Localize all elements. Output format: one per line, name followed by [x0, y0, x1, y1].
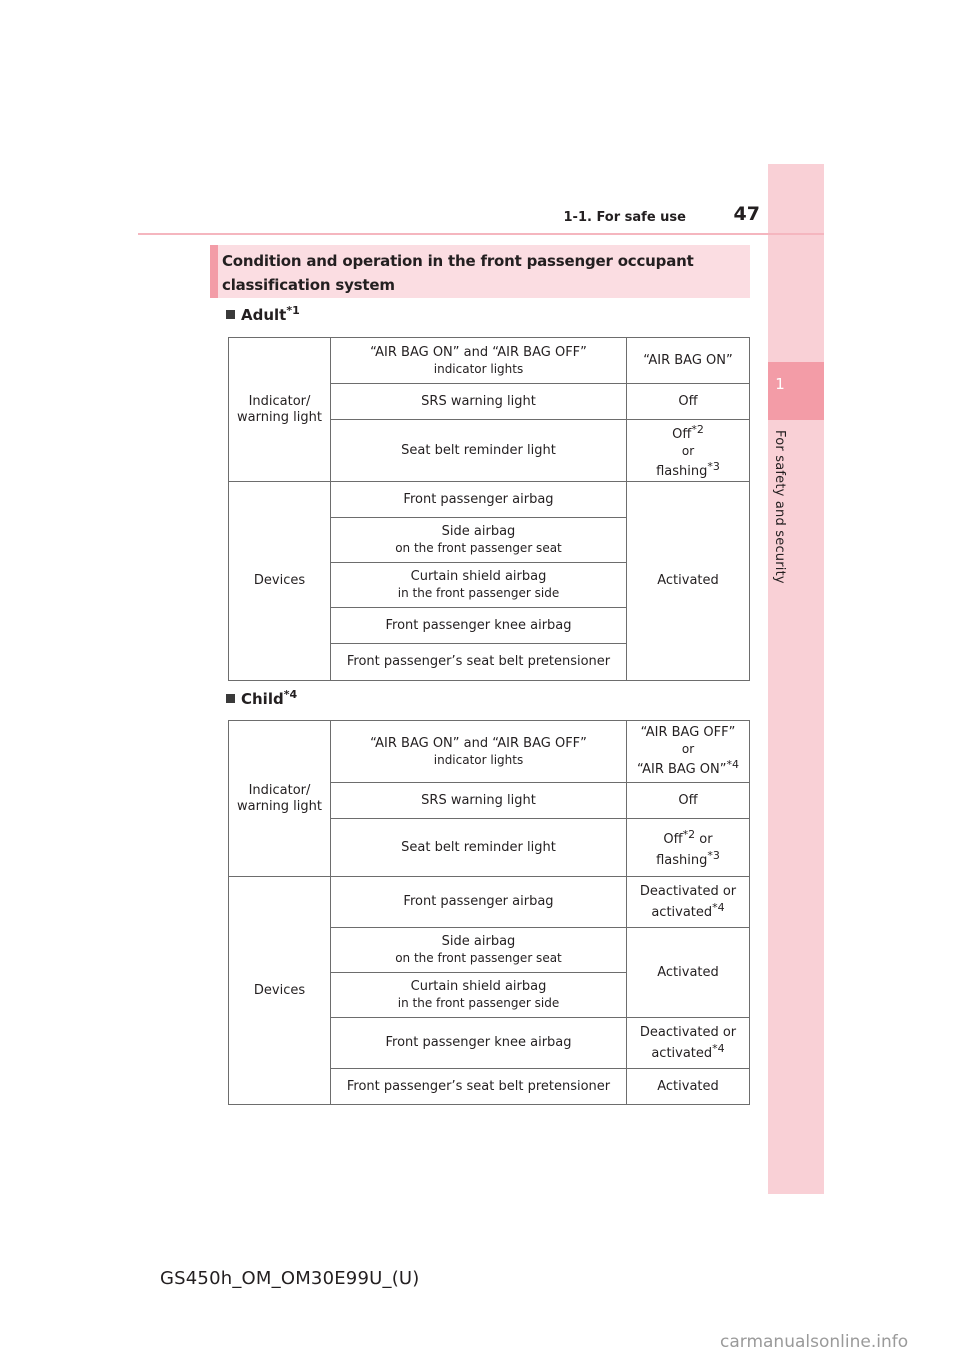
seatbelt-or: or — [681, 443, 695, 458]
knee-airbag-value-line1: Deactivated or — [639, 1024, 737, 1040]
srs-value: Off — [627, 384, 750, 420]
device-side-airbag-line1: Side airbag — [441, 524, 516, 539]
airbag-lights-line2: indicator lights — [433, 752, 524, 767]
knee-airbag-value-note: *4 — [712, 1041, 725, 1055]
table-row — [229, 482, 750, 518]
devices-value: Activated — [627, 482, 750, 681]
adult-heading — [226, 304, 300, 324]
srs-value: Off — [627, 783, 750, 819]
airbag-lights-value-cell — [627, 721, 750, 783]
child-heading-text: Child — [241, 690, 284, 708]
child-heading — [226, 688, 297, 708]
device-curtain-airbag — [331, 563, 627, 608]
airbag-lights-line2: indicator lights — [433, 361, 524, 376]
seatbelt-off-line — [630, 827, 746, 848]
adult-table — [228, 337, 750, 681]
square-bullet-icon — [226, 310, 235, 319]
adult-heading-note: *1 — [286, 304, 300, 317]
airbag-value-line1: “AIR BAG OFF” — [640, 725, 736, 740]
seatbelt-off-note: *2 — [682, 827, 696, 841]
seatbelt-flashing-line — [630, 459, 746, 480]
device-side-airbag — [331, 928, 627, 973]
table-row — [229, 721, 750, 783]
seatbelt-flashing-note: *3 — [707, 459, 720, 473]
airbag-lights-cell — [331, 338, 627, 384]
child-table — [228, 720, 750, 1105]
airbag-value-on: “AIR BAG ON” — [637, 762, 727, 777]
knee-airbag-value-activated: activated — [651, 1045, 713, 1061]
table-row — [229, 338, 750, 384]
seatbelt-off: Off — [672, 426, 692, 442]
seatbelt-flashing-line — [630, 848, 746, 869]
airbag-lights-cell — [331, 721, 627, 783]
chapter-label: For safety and security — [772, 430, 787, 584]
device-curtain-airbag — [331, 973, 627, 1018]
seatbelt-flashing: flashing — [656, 463, 708, 479]
chapter-number: 1 — [775, 375, 785, 393]
seatbelt-off-note: *2 — [691, 422, 704, 436]
airbag-lights-line1: “AIR BAG ON” and “AIR BAG OFF” — [370, 344, 587, 360]
device-pretensioner-value: Activated — [627, 1069, 750, 1105]
device-front-airbag: Front passenger airbag — [331, 877, 627, 928]
section-title: 1-1. For safe use — [563, 210, 686, 225]
seatbelt-flashing: flashing — [656, 852, 708, 868]
device-knee-airbag: Front passenger knee airbag — [331, 608, 627, 644]
device-front-airbag-value — [627, 877, 750, 928]
seatbelt-off: Off — [663, 831, 683, 847]
square-bullet-icon — [226, 694, 235, 703]
seatbelt-value-cell — [627, 420, 750, 482]
seatbelt-off-line — [630, 422, 746, 443]
document-code: GS450h_OM_OM30E99U_(U) — [160, 1268, 420, 1289]
airbag-value-or: or — [681, 742, 695, 756]
adult-heading-text: Adult — [241, 306, 287, 324]
device-side-airbag-line2: on the front passenger seat — [395, 541, 562, 555]
side-curtain-value: Activated — [627, 928, 750, 1018]
device-curtain-airbag-line1: Curtain shield airbag — [410, 569, 547, 584]
airbag-lights-value: “AIR BAG ON” — [627, 338, 750, 384]
seatbelt-value-cell — [627, 819, 750, 877]
front-airbag-value-line2 — [630, 900, 746, 921]
device-pretensioner: Front passenger’s seat belt pretensioner — [331, 644, 627, 681]
device-pretensioner: Front passenger’s seat belt pretensioner — [331, 1069, 627, 1105]
indicator-label-cell — [229, 338, 331, 482]
watermark: carmanualsonline.info — [720, 1332, 909, 1352]
front-airbag-value-line1: Deactivated or — [639, 883, 737, 899]
device-knee-airbag-value — [627, 1018, 750, 1069]
device-knee-airbag: Front passenger knee airbag — [331, 1018, 627, 1069]
condition-title: Condition and operation in the front passenger occupant classification system — [222, 252, 694, 294]
device-curtain-airbag-line2: in the front passenger side — [397, 586, 560, 600]
device-side-airbag-line2: on the front passenger seat — [395, 951, 562, 965]
front-airbag-value-activated: activated — [651, 904, 713, 920]
airbag-value-note: *4 — [726, 758, 739, 771]
device-curtain-airbag-line2: in the front passenger side — [397, 996, 560, 1010]
indicator-label-line2: warning light — [236, 798, 322, 814]
page-number: 47 — [733, 203, 760, 225]
child-heading-note: *4 — [283, 688, 298, 701]
front-airbag-value-note: *4 — [712, 900, 725, 914]
knee-airbag-value-line2 — [630, 1041, 746, 1062]
seatbelt-label: Seat belt reminder light — [331, 819, 627, 877]
device-side-airbag — [331, 518, 627, 563]
indicator-label-line1: Indicator/ — [248, 393, 311, 409]
seatbelt-or: or — [695, 831, 713, 847]
seatbelt-label: Seat belt reminder light — [331, 420, 627, 482]
side-tab-band — [768, 164, 824, 1194]
table-row — [229, 877, 750, 928]
device-front-airbag: Front passenger airbag — [331, 482, 627, 518]
indicator-label-line2: warning light — [236, 409, 322, 425]
device-side-airbag-line1: Side airbag — [441, 934, 516, 949]
seatbelt-flashing-note: *3 — [707, 848, 720, 862]
device-curtain-airbag-line1: Curtain shield airbag — [410, 979, 547, 994]
indicator-label-line1: Indicator/ — [248, 782, 311, 798]
airbag-lights-line1: “AIR BAG ON” and “AIR BAG OFF” — [370, 735, 587, 751]
devices-label: Devices — [229, 482, 331, 681]
airbag-value-line2 — [630, 757, 746, 778]
indicator-label-cell — [229, 721, 331, 877]
header-rule — [138, 233, 824, 235]
srs-label: SRS warning light — [331, 783, 627, 819]
srs-label: SRS warning light — [331, 384, 627, 420]
devices-label: Devices — [229, 877, 331, 1105]
